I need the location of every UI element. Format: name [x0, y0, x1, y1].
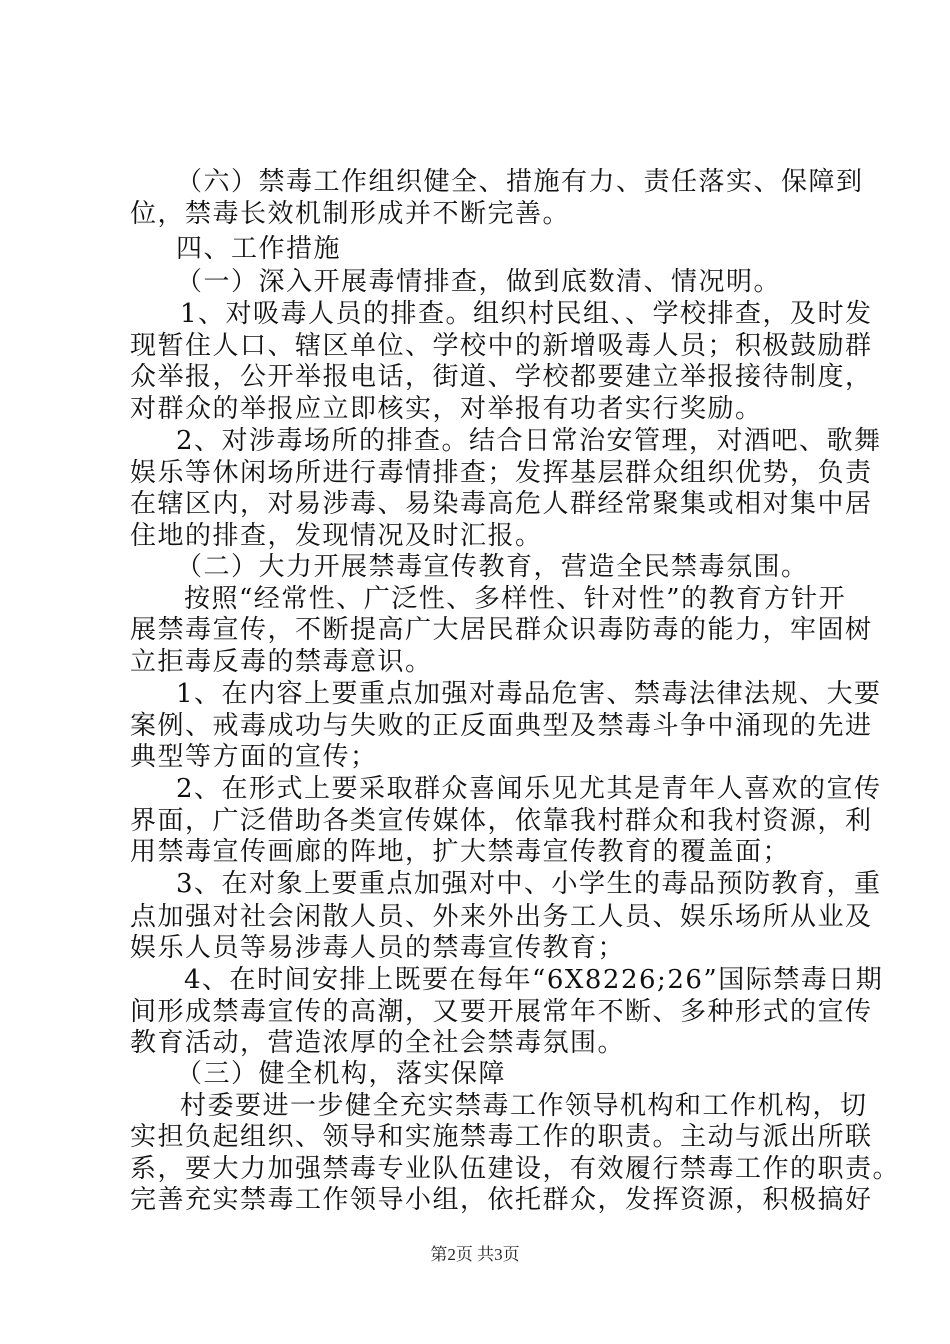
paragraph-line: 立拒毒反毒的禁毒意识。 — [130, 647, 433, 677]
paragraph-line: 娱乐等休闲场所进行毒情排查；发挥基层群众组织优势，负责 — [130, 458, 873, 488]
paragraph-line: 展禁毒宣传，不断提高广大居民群众识毒防毒的能力，牢固树 — [130, 615, 873, 645]
paragraph-line: 2、对涉毒场所的排查。结合日常治安管理，对酒吧、歌舞 — [176, 426, 882, 456]
paragraph-line: 在辖区内，对易涉毒、易染毒高危人群经常聚集或相对集中居 — [130, 489, 873, 519]
paragraph-line: 4、在时间安排上既要在每年“6X8226;26”国际禁毒日期 — [184, 965, 884, 995]
paragraph-line: 2、在形式上要采取群众喜闻乐见尤其是青年人喜欢的宣传 — [176, 774, 882, 804]
paragraph-line: 间形成禁毒宣传的高潮，又要开展常年不断、多种形式的宣传 — [130, 997, 873, 1027]
paragraph-line: 对群众的举报应立即核实，对举报有功者实行奖励。 — [130, 394, 763, 424]
paragraph-line: 娱乐人员等易涉毒人员的禁毒宣传教育； — [130, 933, 626, 963]
paragraph-line: 1、对吸毒人员的排查。组织村民组、、学校排查，及时发 — [180, 299, 873, 329]
paragraph-line: 典型等方面的宣传； — [130, 742, 378, 772]
paragraph-line: 实担负起组织、领导和实施禁毒工作的职责。主动与派出所联 — [130, 1122, 873, 1152]
paragraph-line: 点加强对社会闲散人员、外来外出务工人员、娱乐场所从业及 — [130, 902, 873, 932]
paragraph-line: （一）深入开展毒情排查，做到底数清、情况明。 — [176, 267, 782, 297]
paragraph-line: 住地的排查，发现情况及时汇报。 — [130, 521, 543, 551]
paragraph-line: 教育活动，营造浓厚的全社会禁毒氛围。 — [130, 1028, 626, 1058]
paragraph-line: （二）大力开展禁毒宣传教育，营造全民禁毒氛围。 — [176, 552, 809, 582]
paragraph-line: 村委要进一步健全充实禁毒工作领导机构和工作机构，切 — [180, 1091, 868, 1121]
paragraph-line: 位，禁毒长效机制形成并不断完善。 — [130, 199, 571, 229]
paragraph-line: 系，要大力加强禁毒专业队伍建设，有效履行禁毒工作的职责。 — [130, 1154, 901, 1184]
page-footer: 第2页 共3页 — [430, 1245, 520, 1264]
paragraph-line: 3、在对象上要重点加强对中、小学生的毒品预防教育，重 — [176, 869, 882, 899]
paragraph-line: （六）禁毒工作组织健全、措施有力、责任落实、保障到 — [176, 167, 864, 197]
paragraph-line: 完善充实禁毒工作领导小组，依托群众，发挥资源，积极搞好 — [130, 1185, 873, 1215]
paragraph-line: （三）健全机构，落实保障 — [176, 1059, 507, 1089]
paragraph-line: 众举报，公开举报电话，街道、学校都要建立举报接待制度， — [130, 362, 873, 392]
paragraph-line: 现暂住人口、辖区单位、学校中的新增吸毒人员；积极鼓励群 — [130, 331, 873, 361]
paragraph-line: 界面，广泛借助各类宣传媒体，依靠我村群众和我村资源，利 — [130, 806, 873, 836]
paragraph-line: 案例、戒毒成功与失败的正反面典型及禁毒斗争中涌现的先进 — [130, 711, 873, 741]
paragraph-line: 用禁毒宣传画廊的阵地，扩大禁毒宣传教育的覆盖面； — [130, 837, 791, 867]
paragraph-line: 按照“经常性、广泛性、多样性、针对性”的教育方针开 — [184, 584, 847, 614]
paragraph-line: 四、工作措施 — [176, 234, 342, 264]
paragraph-line: 1、在内容上要重点加强对毒品危害、禁毒法律法规、大要 — [176, 679, 882, 709]
